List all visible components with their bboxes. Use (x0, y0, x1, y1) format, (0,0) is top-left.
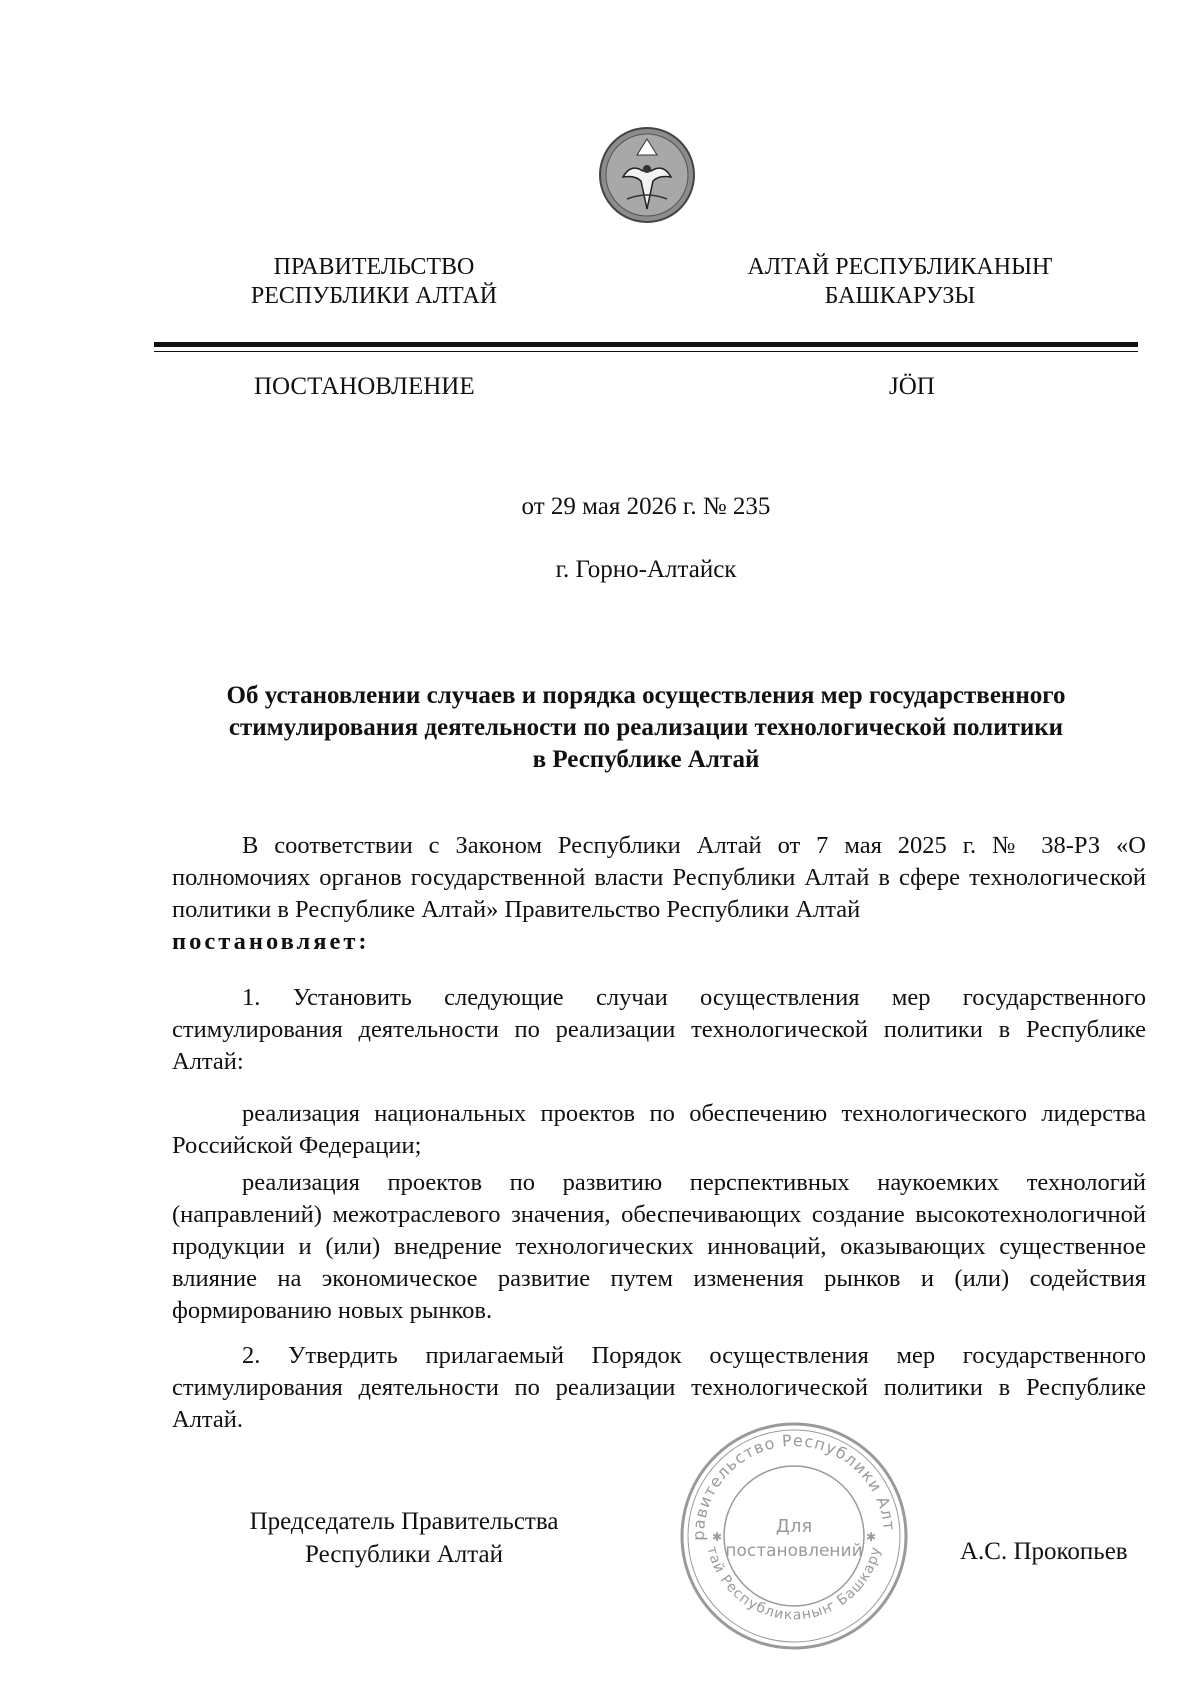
header-left-line1: ПРАВИТЕЛЬСТВО (273, 254, 475, 280)
item-1b-text: реализация проектов по развитию перспективных наукоемких технологий (направлений) межотраслевого значения, обеспечивающих создание высокотехнологичной продукции и (или) внедрение технологических инноваций, оказывающих существенное влияние на экономическое развитие путем изменения рынков и (или) содействия формированию новых рынков. (172, 1169, 1146, 1324)
stamp-star-left-icon: ✱ (712, 1530, 723, 1544)
signatory-name: А.С. Прокопьев (960, 1538, 1128, 1565)
item-1-text: 1. Установить следующие случаи осуществления мер государственного стимулирования деятельности по реализации технологической политики в Республике Алтай: (172, 984, 1146, 1075)
document-title (154, 680, 1138, 776)
item-1a-text: реализация национальных проектов по обеспечению технологического лидерства Российской Федерации; (172, 1100, 1146, 1159)
stamp-ring-text-bottom: тай Республиканыҥ Башкару (703, 1544, 885, 1624)
item-1-paragraph (172, 982, 1146, 1078)
stamp-center-line1: Для (775, 1516, 813, 1537)
header-left-block (224, 253, 524, 311)
header-divider-thin (154, 351, 1138, 352)
title-line2: стимулирования деятельности по реализации технологической политики (228, 714, 1064, 741)
official-stamp (678, 1420, 910, 1652)
header-right-line2: БАШКАРУЗЫ (824, 283, 976, 309)
signatory-position-line1: Председатель Правительства (249, 1508, 559, 1535)
preamble-paragraph (172, 830, 1146, 958)
date-number-line: от 29 мая 2026 г. № 235 (521, 493, 771, 520)
coat-of-arms-emblem (597, 125, 697, 225)
item-2-text: 2. Утвердить прилагаемый Порядок осуществления мер государственного стимулирования деятельности по реализации технологической политики в Республике Алтай. (172, 1342, 1146, 1433)
doc-type-russian: ПОСТАНОВЛЕНИЕ (254, 373, 475, 400)
preamble-text: В соответствии с Законом Республики Алтай от 7 мая 2025 г. № 38-РЗ «О полномочиях органов государственной власти Республики Алтай в сфере технологической политики в Республике Алтай» Правительство Республики Алтай (172, 832, 1146, 923)
item-1a-paragraph (172, 1098, 1146, 1162)
signatory-position (224, 1505, 584, 1571)
title-line3: в Республике Алтай (532, 746, 760, 773)
title-line1: Об установлении случаев и порядка осуществления мер государственного (226, 682, 1066, 709)
stamp-ring-text: равительство Республики Алт (688, 1430, 899, 1541)
stamp-star-right-icon: ✱ (866, 1530, 877, 1544)
header-divider-thick (154, 342, 1138, 347)
header-right-line1: АЛТАЙ РЕСПУБЛИКАНЫҤ (747, 254, 1053, 280)
item-1b-paragraph (172, 1167, 1146, 1327)
stamp-center-line2: постановлений (725, 1541, 863, 1561)
signatory-position-line2: Республики Алтай (305, 1541, 503, 1568)
doc-type-altai: ЈӦП (889, 373, 935, 400)
preamble-keyword: постановляет: (172, 928, 370, 955)
city-line: г. Горно-Алтайск (555, 556, 737, 583)
header-left-line2: РЕСПУБЛИКИ АЛТАЙ (250, 283, 498, 309)
header-right-block (740, 253, 1060, 311)
item-2-paragraph (172, 1340, 1146, 1436)
